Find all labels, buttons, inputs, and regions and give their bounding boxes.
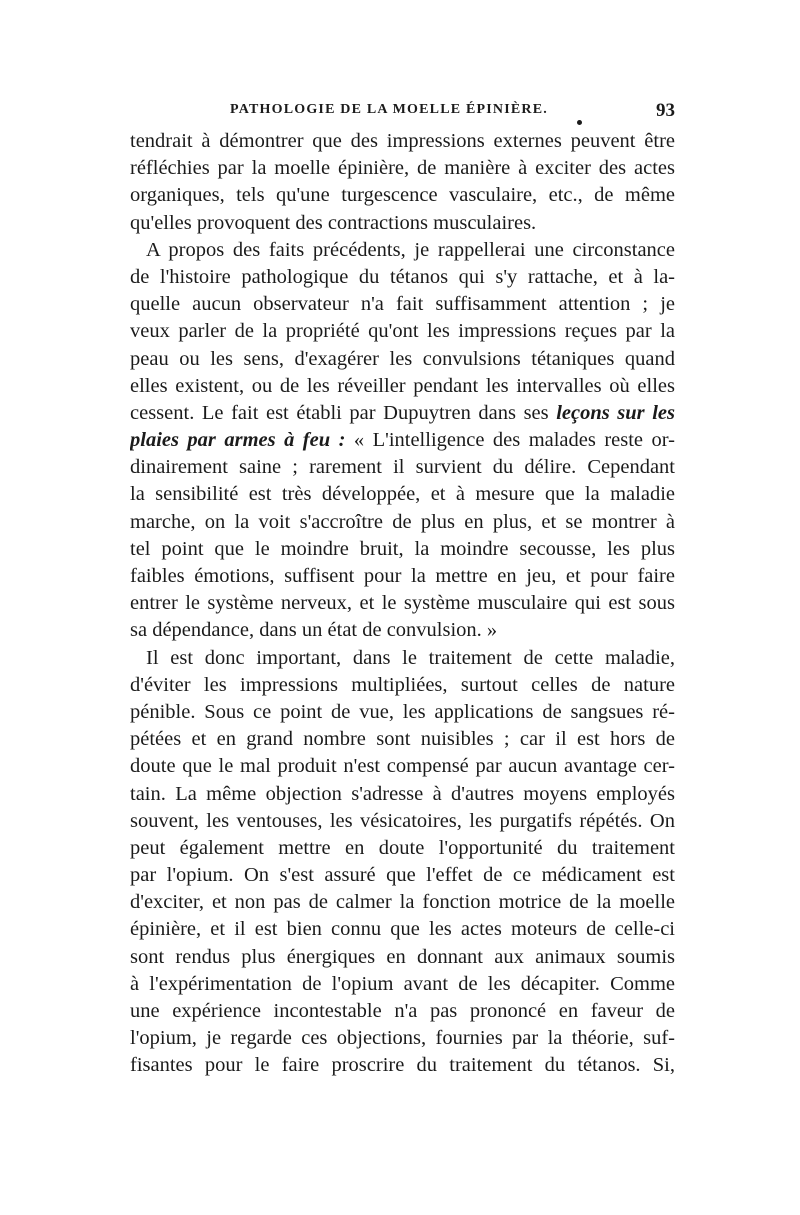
- line-text: « L'intelligence des malades reste or-: [345, 429, 675, 452]
- line-text: une expérience incontestable n'a pas prononcé en faveur de: [130, 1000, 675, 1022]
- text-line: [130, 862, 675, 889]
- text-line: [130, 916, 675, 943]
- running-title: PATHOLOGIE DE LA MOELLE ÉPINIÈRE.: [230, 102, 548, 117]
- text-line: [130, 210, 675, 237]
- text-line: [130, 944, 675, 971]
- line-text: réfléchies par la moelle épinière, de manière à exciter des actes: [130, 157, 675, 180]
- text-line: [130, 509, 675, 536]
- line-text: par l'opium. On s'est assuré que l'effet de ce médicament est: [130, 864, 675, 887]
- text-line: [130, 373, 675, 400]
- text-line: [130, 808, 675, 835]
- line-text: faibles émotions, suffisent pour la mettre en jeu, et pour faire: [130, 565, 675, 587]
- text-line: [130, 645, 675, 672]
- line-text: marche, on la voit s'accroître de plus en plus, et se montrer à: [130, 510, 675, 533]
- line-text: peut également mettre en doute l'opportunité du traitement: [130, 836, 675, 859]
- line-text: quelle aucun observateur n'a fait suffisamment attention ; je: [130, 293, 675, 316]
- line-text: veux parler de la propriété qu'ont les impressions reçues par la: [130, 320, 675, 343]
- ink-mark: [577, 120, 582, 125]
- line-text: à l'expérimentation de l'opium avant de les décapiter. Comme: [130, 972, 675, 995]
- text-line: [130, 699, 675, 726]
- line-text: pénible. Sous ce point de vue, les applications de sangsues ré-: [130, 700, 675, 723]
- line-text: qu'elles provoquent des contractions musculaires.: [130, 211, 537, 234]
- text-line: [130, 563, 675, 590]
- text-line: [130, 672, 675, 699]
- text-line: [130, 1025, 675, 1052]
- line-text: fisantes pour le faire proscrire du traitement du tétanos. Si,: [130, 1054, 675, 1077]
- line-text: tendrait à démontrer que des impressions externes peuvent être: [130, 130, 675, 152]
- line-text: la sensibilité est très développée, et à mesure que la maladie: [130, 483, 675, 506]
- text-line: [130, 128, 675, 155]
- line-text: elles existent, ou de les réveiller pendant les intervalles où elles: [130, 374, 675, 397]
- line-text: organiques, tels qu'une turgescence vasculaire, etc., de même: [130, 184, 675, 207]
- line-text: tel point que le moindre bruit, la moindre secousse, les plus: [130, 537, 675, 560]
- italic-citation: leçons sur les: [556, 401, 675, 424]
- line-text: peau ou les sens, d'exagérer les convulsions tétaniques quand: [130, 347, 675, 370]
- text-line: [130, 155, 675, 182]
- line-text: A propos des faits précédents, je rappellerai une circonstance: [146, 238, 675, 261]
- text-line: [130, 318, 675, 345]
- line-text: d'éviter les impressions multipliées, surtout celles de nature: [130, 673, 675, 696]
- text-line: [130, 1052, 675, 1079]
- line-text: doute que le mal produit n'est compensé par aucun avantage cer-: [130, 755, 675, 778]
- text-line: [130, 264, 675, 291]
- line-text: tain. La même objection s'adresse à d'autres moyens employés: [130, 782, 675, 805]
- line-text: de l'histoire pathologique du tétanos qui s'y rattache, et à la-: [130, 265, 675, 288]
- text-line: [130, 400, 675, 427]
- line-text: souvent, les ventouses, les vésicatoires, les purgatifs répétés. On: [130, 809, 675, 832]
- text-line: [130, 427, 675, 454]
- line-text: dinairement saine ; rarement il survient du délire. Cependant: [130, 456, 675, 479]
- text-line: [130, 753, 675, 780]
- line-text: sont rendus plus énergiques en donnant aux animaux soumis: [130, 945, 675, 968]
- text-line: [130, 590, 675, 617]
- text-line: [130, 781, 675, 808]
- text-line: [130, 291, 675, 318]
- line-text: cessent. Le fait est établi par Dupuytren dans ses: [130, 401, 557, 424]
- line-text: Il est donc important, dans le traitement de cette maladie,: [146, 646, 675, 669]
- line-text: entrer le système nerveux, et le système musculaire qui est sous: [130, 592, 675, 615]
- text-line: [130, 182, 675, 209]
- line-text: d'exciter, et non pas de calmer la fonction motrice de la moelle: [130, 891, 675, 914]
- text-line: [130, 726, 675, 753]
- body-text: [130, 128, 675, 1080]
- line-text: sa dépendance, dans un état de convulsion. »: [130, 619, 498, 642]
- text-line: [130, 889, 675, 916]
- line-text: épinière, et il est bien connu que les actes moteurs de celle-ci: [130, 918, 675, 941]
- text-line: [130, 481, 675, 508]
- text-line: [130, 998, 675, 1025]
- text-line: [130, 346, 675, 373]
- text-line: [130, 835, 675, 862]
- running-head: [130, 100, 675, 124]
- text-line: [130, 971, 675, 998]
- line-text: pétées et en grand nombre sont nuisibles ; car il est hors de: [130, 728, 675, 751]
- text-line: [130, 454, 675, 481]
- line-text: l'opium, je regarde ces objections, fournies par la théorie, suf-: [130, 1027, 675, 1050]
- text-line: [130, 536, 675, 563]
- italic-citation: plaies par armes à feu :: [130, 429, 346, 452]
- page-number: 93: [656, 100, 675, 121]
- text-line: [130, 237, 675, 264]
- text-line: [130, 617, 675, 644]
